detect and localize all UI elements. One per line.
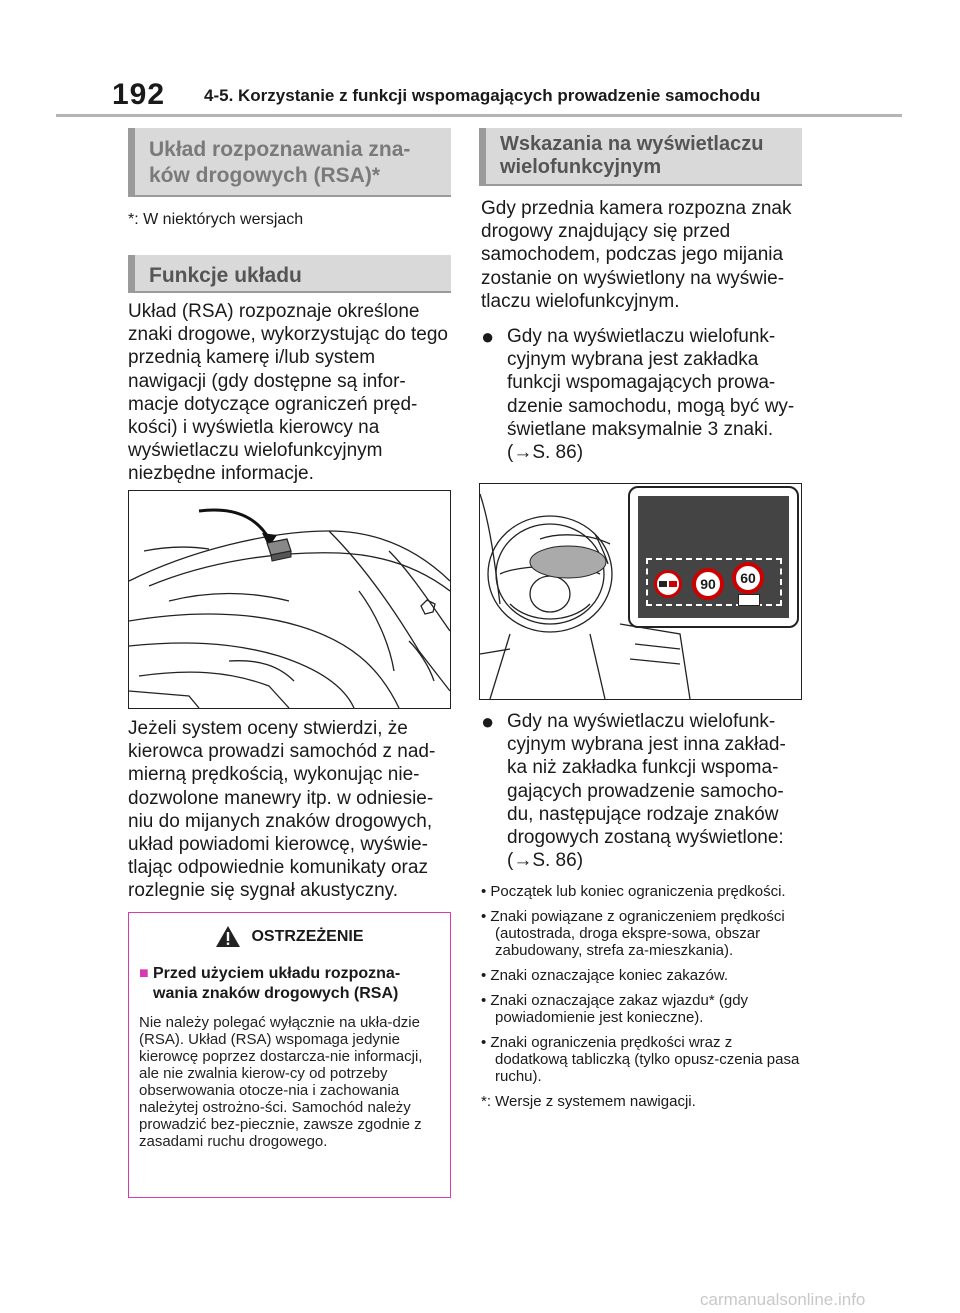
section-title-rsa: Układ rozpoznawania zna-ków drogowych (RSA)* <box>128 128 451 197</box>
warning-triangle-icon <box>215 925 241 948</box>
paragraph-rsa-description: Układ (RSA) rozpoznaje określone znaki drogowe, wykorzystując do tego przednią kamerę i/lub system nawigacji (gdy dostępne są infor-macje dotyczące ograniczeń pręd-kości) i wyświetla kierowcy na wyświetlaczu wielofunkcyjnym niezbędne informacje. <box>128 301 448 485</box>
bullet-tab-selected <box>481 325 803 464</box>
bullet-other-tab <box>481 710 803 872</box>
warning-box <box>128 912 451 1198</box>
footnote-navigation: *: Wersje z systemem nawigacji. <box>481 1093 696 1110</box>
watermark: carmanualsonline.info <box>700 1290 866 1309</box>
car-drawing <box>129 491 450 708</box>
list-item: • Znaki powiązane z ograniczeniem prędkości (autostrada, droga ekspre-sowa, obszar zabudowany, strefa za-mieszkania). <box>481 908 785 959</box>
paragraph-display-intro: Gdy przednia kamera rozpozna znak drogowy znajdujący się przed samochodem, podczas jego mijania zostanie on wyświetlony na wyświe-tlaczu wielofunkcyjnym. <box>481 198 792 312</box>
paragraph-overspeed: Jeżeli system oceny stwierdzi, że kierowca prowadzi samochód z nad-mierną prędkością, wykonując nie-dozwolone manewry itp. w odniesie-niu do mijanych znaków drogowych, układ powiadomi kierowcę, wyświe-tlając odpowiednie komunikaty oraz rozlegnie się sygnał akustyczny. <box>128 718 436 902</box>
square-bullet-icon: ■ <box>139 965 149 982</box>
wet-road-plate-icon <box>738 594 760 606</box>
warning-body: Nie należy polegać wyłącznie na ukła-dzie (RSA). Układ (RSA) wspomaga jedynie kierowcę poprzez dostarcza-nie informacji, ale nie zwalnia kierow-cy od potrzeby obserwowania otocze-nia i zachowania należytej ostrożno-ści. Samochód należy prowadzić bez-piecznie, zawsze zgodnie z zasadami ruchu drogowego. <box>139 1014 423 1150</box>
page-number: 192 <box>112 78 166 111</box>
no-overtaking-sign-icon <box>654 570 682 598</box>
list-item: • Początek lub koniec ograniczenia prędkości. <box>481 883 786 900</box>
bullet-other-tab-text: Gdy na wyświetlaczu wielofunk-cyjnym wybrana jest inna zakład-ka niż zakładka funkcji wspoma-gających prowadzenie samocho-du, następujące rodzaje znaków drogowych zostaną wyświetlone: (→S. 86) <box>507 711 786 872</box>
camera-unit <box>267 539 291 561</box>
no-overtaking-cars-icon <box>657 573 679 595</box>
warning-title: OSTRZEŻENIE <box>251 927 364 945</box>
list-item: • Znaki ograniczenia prędkości wraz z dodatkową tabliczką (tylko opusz-czenia pasa ruchu). <box>481 1034 800 1085</box>
speed-limit-90-sign: 90 <box>692 568 724 600</box>
footnote-versions: *: W niektórych wersjach <box>128 211 304 228</box>
warning-subtitle: Przed użyciem układu rozpozna-wania znaków drogowych (RSA) <box>153 965 401 1002</box>
dashboard-display-illustration <box>479 483 802 700</box>
display-callout <box>628 486 799 628</box>
section-title-display: Wskazania na wyświetlaczu wielofunkcyjnym <box>479 128 802 186</box>
list-item: • Znaki oznaczające zakaz wjazdu* (gdy powiadomienie jest konieczne). <box>481 992 749 1026</box>
header-rule <box>56 114 902 117</box>
bullet-dot-icon: ● <box>481 324 495 349</box>
sign-area <box>646 558 782 606</box>
car-camera-illustration <box>128 490 451 709</box>
sign-types-list <box>481 883 803 1110</box>
list-item: • Znaki oznaczające koniec zakazów. <box>481 967 729 984</box>
multi-info-display <box>638 496 789 618</box>
bullet-dot-icon: ● <box>481 709 495 734</box>
subsection-title-functions: Funkcje układu <box>128 255 451 293</box>
bullet-tab-selected-text: Gdy na wyświetlaczu wielofunk-cyjnym wybrana jest zakładka funkcji wspomagających prowa-dzenie samochodu, mogą być wy-świetlane maksymalnie 3 znaki. (→S. 86) <box>507 326 795 464</box>
speed-limit-60-sign: 60 <box>732 562 764 594</box>
chapter-title: 4-5. Korzystanie z funkcji wspomagających prowadzenie samochodu <box>204 86 761 105</box>
